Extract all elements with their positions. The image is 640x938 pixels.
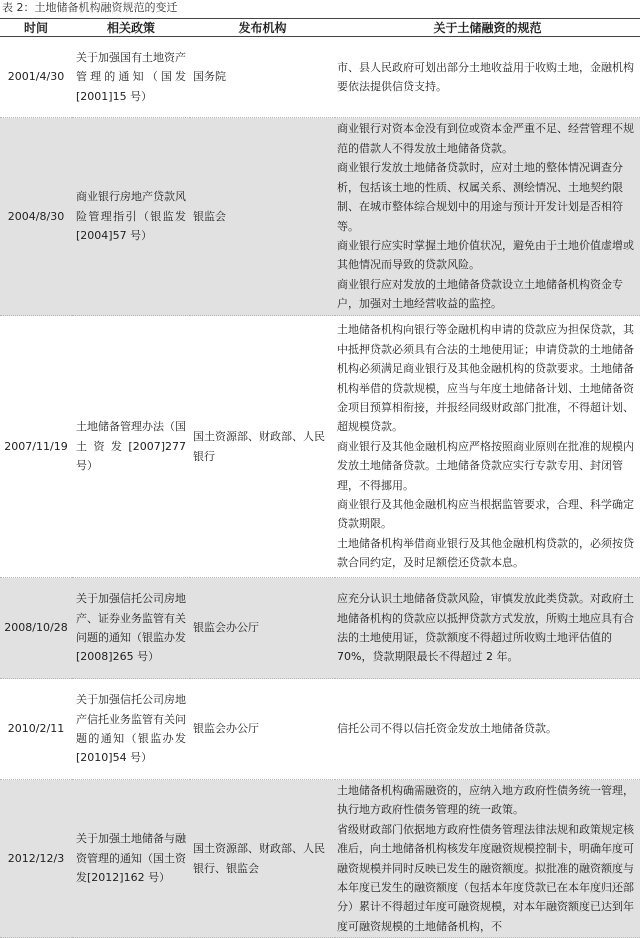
rule-paragraph: 土地储备机构确需融资的，应纳入地方政府性债务统一管理，执行地方政府性债务管理的统一政策。 [337,783,634,817]
row-org: 银监会 [190,118,335,316]
policy-table [0,18,640,938]
table-row [0,118,640,316]
row-rules [335,118,640,316]
row-org: 国土资源部、财政部、人民银行 [190,316,335,578]
row-rules [335,780,640,938]
row-policy: 关于加强国有土地资产管理的通知（国发[2001]15 号） [72,37,190,118]
row-rules [335,37,640,118]
header-row [0,19,640,37]
rule-paragraph: 省级财政部门依据地方政府性债务管理法律法规和政策规定核准后，向土地储备机构核发年度融资规模控制卡，明确年度可融资规模并同时反映已发生的融资额度。拟批准的融资额度与本年度已发生的融资额度（包括本年度贷款已在本年度归还部分）累计不得超过年度可融资规模，对本年融资额度已达到年度可融资规模的土地储备机构，不 [337,822,634,933]
row-date: 2004/8/30 [0,118,72,316]
header-org: 发布机构 [190,19,335,37]
rule-paragraph: 土地储备机构向银行等金融机构申请的贷款应为担保贷款，其中抵押贷款必须具有合法的土地使用证；申请贷款的土地储备机构必须满足商业银行及其他金融机构的贷款要求。土地储备机构举借的贷款规模，应当与年度土地储备计划、土地储备资金项目预算相衔接，并报经同级财政部门批准，不得超计划、超规模贷款。 [337,323,634,434]
rule-paragraph: 信托公司不得以信托资金发放土地储备贷款。 [337,722,557,736]
rule-paragraph: 商业银行应实时掌握土地价值状况，避免由于土地价值虚增或其他情况而导致的贷款风险。 [337,238,634,272]
row-policy: 土地储备管理办法（国土资发[2007]277 号） [72,316,190,578]
header-policy: 相关政策 [72,19,190,37]
row-policy: 关于加强信托公司房地产、证券业务监管有关问题的通知（银监办发[2008]265 号） [72,578,190,679]
row-date: 2001/4/30 [0,37,72,118]
rule-paragraph: 商业银行应对发放的土地储备贷款设立土地储备机构资金专户，加强对土地经营收益的监控。 [337,277,623,311]
row-org: 国土资源部、财政部、人民银行、银监会 [190,780,335,938]
rule-paragraph: 商业银行及其他金融机构应严格按照商业原则在批准的规模内发放土地储备贷款。土地储备贷款应实行专款专用、封闭管理，不得挪用。 [337,439,634,492]
row-org: 国务院 [190,37,335,118]
row-org: 银监会办公厅 [190,679,335,780]
table-row [0,316,640,578]
row-policy: 商业银行房地产贷款风险管理指引（银监发[2004]57 号） [72,118,190,316]
row-date: 2010/2/11 [0,679,72,780]
rule-paragraph: 市、县人民政府可划出部分土地收益用于收购土地，金融机构要依法提供信贷支持。 [337,60,634,93]
rule-paragraph: 应充分认识土地储备贷款风险，审慎发放此类贷款。对政府土地储备机构的贷款应以抵押贷款方式发放，所购土地应具有合法的土地使用证，贷款额度不得超过所收购土地评估值的 70%，贷款期限最长不得超过 2 年。 [337,592,634,664]
row-date: 2008/10/28 [0,578,72,679]
row-rules [335,578,640,679]
table-row [0,679,640,780]
row-policy: 关于加强土地储备与融资管理的通知（国土资发[2012]162 号） [72,780,190,938]
rule-paragraph: 商业银行发放土地储备贷款时，应对土地的整体情况调查分析，包括该土地的性质、权属关系、测绘情况、土地契约限制、在城市整体综合规划中的用途与预计开发计划是否相符等。 [337,161,623,233]
rule-paragraph: 土地储备机构举借商业银行及其他金融机构贷款的，必须按贷款合同约定，及时足额偿还贷款本息。 [337,536,634,570]
rule-paragraph: 商业银行及其他金融机构应当根据监管要求，合理、科学确定贷款期限。 [337,498,634,531]
header-rules: 关于土储融资的规范 [335,19,640,37]
row-date: 2007/11/19 [0,316,72,578]
table-row [0,780,640,938]
row-org: 银监会办公厅 [190,578,335,679]
header-date: 时间 [0,19,72,37]
row-rules [335,316,640,578]
row-rules [335,679,640,780]
rule-paragraph: 商业银行对资本金没有到位或资本金严重不足、经营管理不规范的借款人不得发放土地储备贷款。 [337,122,634,155]
table-caption: 表 2：土地储备机构融资规范的变迁 [2,1,178,14]
table-row [0,578,640,679]
table-row [0,37,640,118]
row-policy: 关于加强信托公司房地产信托业务监管有关问题的通知（银监办发[2010]54 号） [72,679,190,780]
row-date: 2012/12/3 [0,780,72,938]
